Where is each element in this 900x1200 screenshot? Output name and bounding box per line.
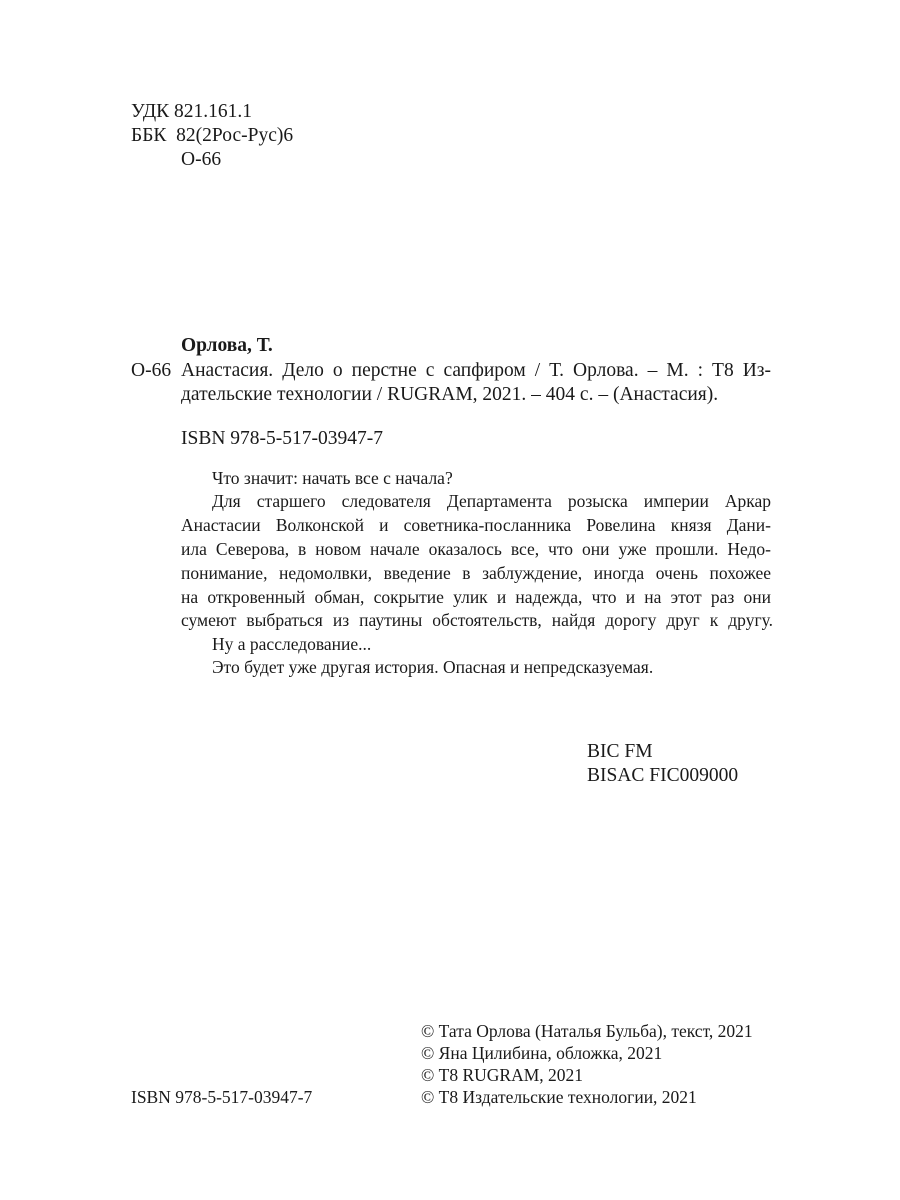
copyright-line: © Яна Цилибина, обложка, 2021 [421, 1043, 663, 1063]
author-mark: О-66 [181, 149, 222, 170]
copyright-line: © Т8 Издательские технологии, 2021 [421, 1087, 697, 1107]
annotation-line: ила Северова, в новом начале оказалось все, что они уже прошли. Недо- [181, 539, 771, 559]
copyright-line: © Тата Орлова (Наталья Бульба), текст, 2021 [421, 1021, 753, 1041]
record-title-line-2: дательские технологии / RUGRAM, 2021. – 404 с. – (Анастасия). [181, 384, 719, 405]
record-title-line-1: Анастасия. Дело о перстне с сапфиром / Т. Орлова. – М. : Т8 Из- [181, 360, 771, 381]
record-isbn: ISBN 978-5-517-03947-7 [181, 428, 384, 449]
copyright-line: © Т8 RUGRAM, 2021 [421, 1065, 584, 1085]
annotation-line: Анастасии Волконской и советника-посланника Ровелина князя Дани- [181, 515, 771, 535]
bisac-code: BISAC FIC009000 [587, 765, 739, 786]
record-mark: О-66 [131, 360, 172, 381]
footer-isbn: ISBN 978-5-517-03947-7 [131, 1087, 313, 1107]
annotation-line: Это будет уже другая история. Опасная и непредсказуемая. [212, 657, 654, 677]
bic-code: BIC FM [587, 741, 653, 762]
annotation-line: Что значит: начать все с начала? [212, 468, 453, 488]
annotation-line: Ну а расследование... [212, 634, 372, 654]
annotation-line: сумеют выбраться из паутины обстоятельств, найдя дорогу друг к другу. [181, 610, 773, 630]
annotation-line: на откровенный обман, сокрытие улик и надежда, что и на этот раз они [181, 587, 771, 607]
bbk-code: ББК 82(2Рос-Рус)6 [131, 125, 294, 146]
annotation-line: Для старшего следователя Департамента розыска империи Аркар [212, 491, 771, 511]
udk-code: УДК 821.161.1 [131, 101, 253, 122]
record-author: Орлова, Т. [181, 335, 273, 356]
annotation-line: понимание, недомолвки, введение в заблуждение, иногда очень похожее [181, 563, 771, 583]
